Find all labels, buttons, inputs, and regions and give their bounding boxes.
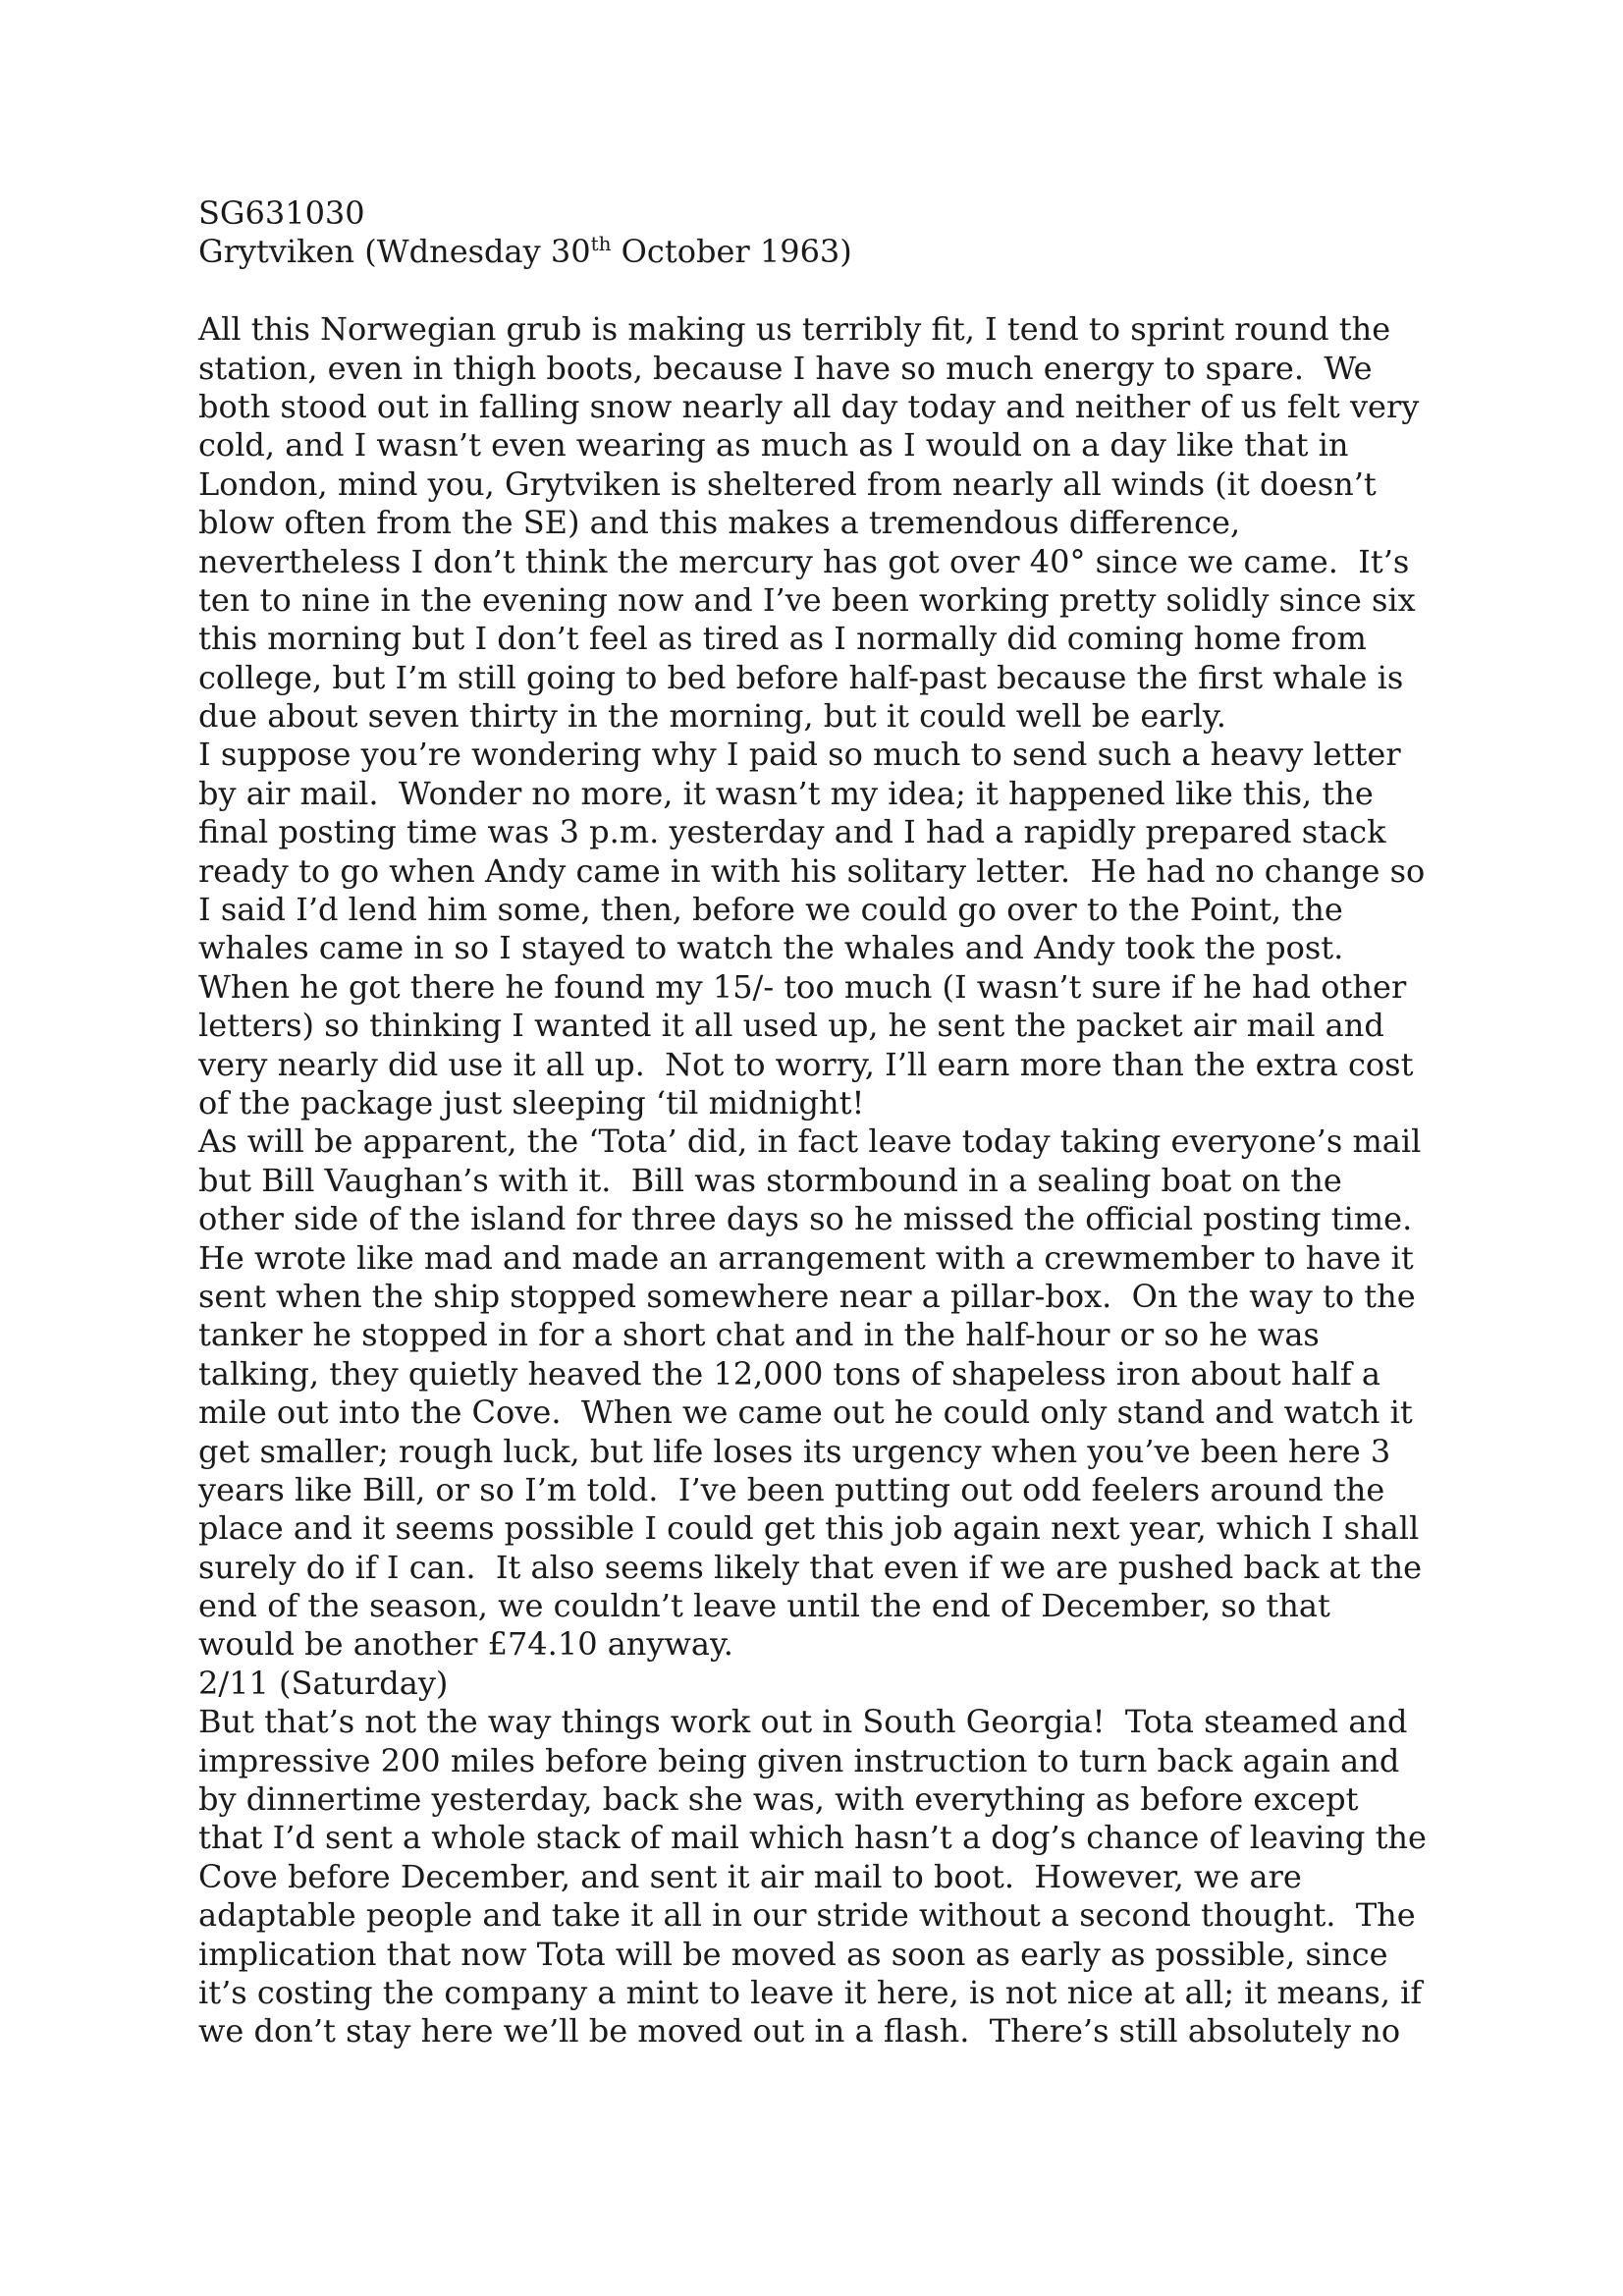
- heading-date-end: October 1963): [611, 233, 852, 271]
- document-id: SG631030: [198, 194, 365, 232]
- document-page: [198, 194, 1465, 2051]
- text-line: tanker he stopped in for a short chat and in the half-hour or so he was: [198, 1316, 1320, 1354]
- text-line: I said I’d lend him some, then, before we could go over to the Point, the: [198, 891, 1343, 929]
- text-line: by dinnertime yesterday, back she was, with everything as before except: [198, 1780, 1359, 1819]
- text-line: London, mind you, Grytviken is sheltered from nearly all winds (it doesn’t: [198, 465, 1377, 503]
- text-line: end of the season, we couldn’t leave until the end of December, so that: [198, 1587, 1330, 1625]
- document-heading: [198, 233, 1465, 271]
- text-line: other side of the island for three days so he missed the official posting time.: [198, 1200, 1413, 1238]
- text-line: He wrote like mad and made an arrangement with a crewmember to have it: [198, 1238, 1414, 1277]
- text-line: 2/11 (Saturday): [198, 1664, 449, 1702]
- text-line: both stood out in falling snow nearly all day today and neither of us felt very: [198, 387, 1420, 425]
- text-line: All this Norwegian grub is making us terribly fit, I tend to sprint round the: [198, 310, 1391, 349]
- text-line: nevertheless I don’t think the mercury has got over 40° since we came. It’s: [198, 542, 1410, 580]
- text-line: But that’s not the way things work out in South Georgia! Tota steamed and: [198, 1703, 1408, 1741]
- text-line: get smaller; rough luck, but life loses its urgency when you’ve been here 3: [198, 1432, 1391, 1470]
- text-line: sent when the ship stopped somewhere near a pillar-box. On the way to the: [198, 1277, 1416, 1315]
- text-line: years like Bill, or so I’m told. I’ve been putting out odd feelers around the: [198, 1470, 1385, 1508]
- text-line: but Bill Vaughan’s with it. Bill was stormbound in a sealing boat on the: [198, 1161, 1342, 1199]
- heading-date-start: Grytviken (Wdnesday 30: [198, 233, 591, 271]
- text-line: adaptable people and take it all in our stride without a second thought. The: [198, 1896, 1416, 1935]
- text-line: ten to nine in the evening now and I’ve been working pretty solidly since six: [198, 580, 1416, 619]
- text-line: impressive 200 miles before being given instruction to turn back again and: [198, 1741, 1400, 1779]
- text-line: place and it seems possible I could get this job again next year, which I shall: [198, 1509, 1420, 1548]
- text-line: of the package just sleeping ‘til midnight!: [198, 1083, 865, 1121]
- text-line: this morning but I don’t feel as tired as I normally did coming home from: [198, 620, 1367, 658]
- text-line: blow often from the SE) and this makes a tremendous difference,: [198, 504, 1241, 542]
- text-line: final posting time was 3 p.m. yesterday and I had a rapidly prepared stack: [198, 813, 1386, 851]
- text-line: cold, and I wasn’t even wearing as much as I would on a day like that in: [198, 426, 1349, 465]
- text-line: it’s costing the company a mint to leave it here, is not nice at all; it means, if: [198, 1973, 1423, 2011]
- text-line: due about seven thirty in the morning, but it could well be early.: [198, 697, 1226, 736]
- text-line: station, even in thigh boots, because I have so much energy to spare. We: [198, 349, 1373, 387]
- spacer-line: [198, 272, 1465, 310]
- text-line: letters) so thinking I wanted it all used up, he sent the packet air mail and: [198, 1007, 1384, 1045]
- letter-body: [198, 310, 1465, 2051]
- text-line: talking, they quietly heaved the 12,000 tons of shapeless iron about half a: [198, 1354, 1380, 1393]
- text-line: very nearly did use it all up. Not to worry, I’ll earn more than the extra cost: [198, 1045, 1414, 1083]
- text-line: surely do if I can. It also seems likely that even if we are pushed back at the: [198, 1548, 1423, 1586]
- text-line: would be another £74.10 anyway.: [198, 1625, 733, 1664]
- text-line: implication that now Tota will be moved as soon as early as possible, since: [198, 1935, 1388, 1973]
- text-line: whales came in so I stayed to watch the whales and Andy took the post.: [198, 929, 1344, 967]
- heading-ordinal-suffix: th: [590, 232, 612, 256]
- text-line: ready to go when Andy came in with his solitary letter. He had no change so: [198, 851, 1426, 890]
- text-line: When he got there he found my 15/- too much (I wasn’t sure if he had other: [198, 967, 1407, 1006]
- text-line: by air mail. Wonder no more, it wasn’t my idea; it happened like this, the: [198, 774, 1374, 812]
- text-line: mile out into the Cove. When we came out he could only stand and watch it: [198, 1394, 1413, 1432]
- text-line: Cove before December, and sent it air mail to boot. However, we are: [198, 1857, 1302, 1895]
- text-line: college, but I’m still going to bed before half-past because the first whale is: [198, 658, 1404, 696]
- text-line: As will be apparent, the ‘Tota’ did, in fact leave today taking everyone’s mail: [198, 1122, 1422, 1161]
- text-line: I suppose you’re wondering why I paid so much to send such a heavy letter: [198, 736, 1401, 774]
- text-line: that I’d sent a whole stack of mail which hasn’t a dog’s chance of leaving the: [198, 1819, 1427, 1857]
- text-line: we don’t stay here we’ll be moved out in a flash. There’s still absolutely no: [198, 2012, 1401, 2050]
